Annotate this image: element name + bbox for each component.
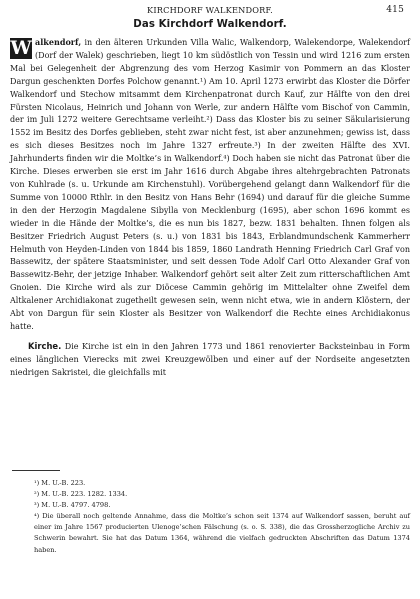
footnote-1: ¹) M. U.-B. 223. [34,479,86,487]
paragraph-text: in den älteren Urkunden Villa Walic, Walkendorp, Walekendorpe, Walekendorf (Dorf der Walek) geschrieben, liegt 10 km südöstlich von Tessin und wird 1216 zum ersten Mal bei Gelegenheit der Abgrenzung des vom Herzog Kasimir von Pommern an das Kloster Dargun geschenkten Dorfes Polchow genannt.¹) Am 10. April 1273 erwirbt das Kloster die Dörfer Walkendorf und Stechow mitsammt dem Kirchenpatronat durch Kauf, zur Hälfte von den drei Fürsten Nicolaus, Heinrich und Johann von Werle, zur andern Hälfte vom Bischof von Cammin, der im Juli 1272 weitere Gerechtsame verleiht.²) Dass das Kloster bis zu seiner Säkularisierung 1552 im Besitz des Dorfes geblieben, steht zwar nicht fest, ist aber anzunehmen; gewiss ist, dass es sich dieses Besitzes noch im Jahre 1327 erfreute.³) In der zweiten Hälfte des XVI. Jahrhunderts finden wir die Moltke’s in Walkendorf.⁴) Doch haben sie nicht das Patronat über die Kirche. Dieses erwerben sie erst im Jahr 1616 durch Abgabe ihres altehrgebrachten Patronats von Kuhlrade (s. u. Urkunde am Kirchenstuhl). Vorübergehend gelangt dann Walkendorf für die Summe von 10000 Rthlr. in den Besitz von Hans Behr (1694) und darauf für die gleiche Summe in den der Herzogin Magdalene Sibylla von Mecklenburg (1695), aber schon 1696 kommt es wieder in die Hände der Moltke’s, die es nun bis 1827, bezw. 1831 behalten. Ihnen folgen als Besitzer Friedrich August Peters (s. u.) von 1831 bis 1843, Erblandmundschenk Kammerherr Helmuth von Heyden-Linden von 1844 bis 1859, 1860 Landrath Henning Friedrich Carl Graf von Bassewitz, der spätere Staatsminister, und seit dessen Tode Adolf Carl Otto Alexander Graf von Bassewitz-Behr, der jetzige Inhaber. Walkendorf gehört seit alter Zeit zum ritterschaftlichen Amt Gnoien. Die Kirche wird als zur Diöcese Cammin gehörig im Mittelalter ohne Zweifel dem Altkalener Archidiakonat zugetheilt gewesen sein, wenn nicht etwa, wie in andern Klöstern, der Abt von Dargun für sein Kloster als Besitzer von Walkendorf die Rechte eines Archidiakonus hatte. [10,38,410,331]
footnotes [10,478,410,556]
kirche-heading: Kirche. [28,340,62,351]
page-number: 415 [386,5,404,15]
footnote-2: ²) M. U.-B. 223. 1282. 1334. [34,490,128,499]
running-head-title: KIRCHDORF WALKENDORF. [147,5,273,15]
footnote-3: ³) M. U.-B. 4797. 4798. [34,501,111,510]
footnote-rule [12,470,60,471]
drop-cap: W [10,37,32,59]
lead-word: alkendorf, [35,37,82,47]
paragraph-text: Die Kirche ist ein in den Jahren 1773 und 1861 renovierter Backsteinbau in Form eines länglichen Vierecks mit zwei Kreuzgewölben und einer auf der Nordseite angesetzten niedrigen Sakristei, die gleichfalls mit [10,341,410,377]
paragraph-kirche [10,340,410,380]
paragraph-walkendorf [10,36,410,334]
running-head [12,5,408,17]
footnote-4: ⁴) Die überall noch geltende Annahme, dass die Moltke’s schon seit 1374 auf Walkendorf sassen, beruht auf einer im Jahre 1567 producierten Ulenoge’schen Fälschung (s. o. S. 338), die das Grossherzogliche Archiv zu Schwerin bewahrt. Sie hat das Datum 1364, während die vielfach gedruckten Abschriften das Datum 1374 haben. [34,512,410,554]
section-title: Das Kirchdorf Walkendorf. [133,19,287,30]
body-text [10,36,410,380]
